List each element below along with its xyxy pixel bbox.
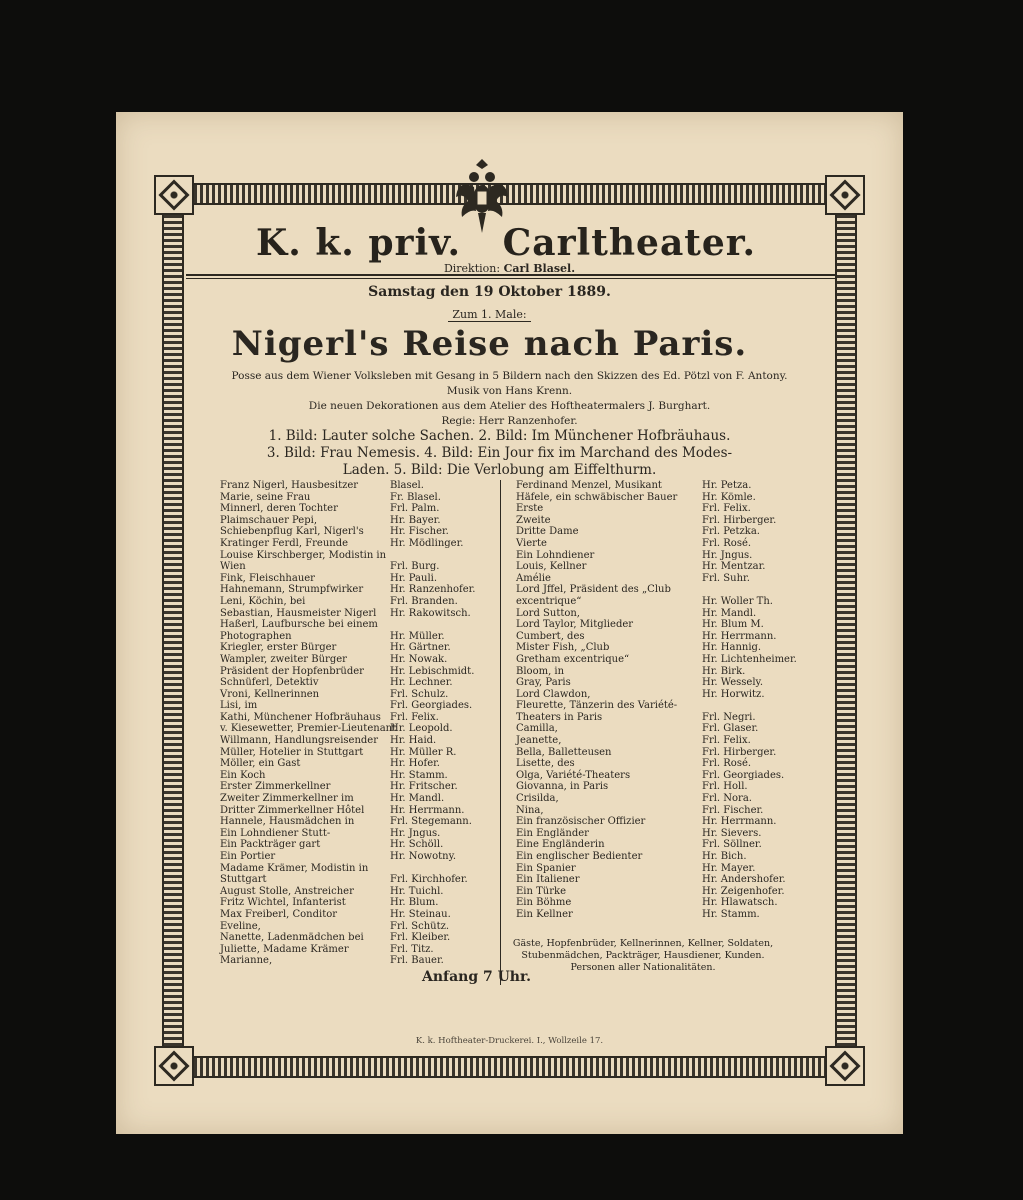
cast-row (516, 723, 796, 735)
actor-name: Hr. Sievers. (702, 827, 762, 839)
actor-name: Frl. Söllner. (702, 839, 762, 851)
cast-list-right (516, 480, 796, 921)
actor-name: Hr. Fischer. (390, 526, 449, 538)
role-name: Ferdinand Menzel, Musikant (516, 480, 662, 491)
corner-ornament (154, 175, 194, 215)
cast-row (220, 712, 495, 724)
actor-name: Frl. Hirberger. (702, 514, 777, 526)
actor-name: Hr. Jngus. (702, 549, 753, 561)
cast-row (220, 619, 495, 631)
role-name: Lord Taylor, Mitglieder (516, 619, 634, 631)
cast-row (516, 839, 796, 851)
actor-name: Hr. Müller R. (390, 746, 457, 758)
role-name: Ein englischer Bedienter (516, 851, 643, 862)
cast-row (220, 492, 495, 504)
role-name: Schnüferl, Detektiv (220, 677, 319, 689)
role-name: Ein Lohndiener (516, 549, 595, 561)
scenes-line-1: 1. Bild: Lauter solche Sachen. 2. Bild: Im Münchener Hofbräuhaus. (268, 428, 731, 444)
cast-row (220, 758, 495, 770)
actor-name: Frl. Negri. (702, 711, 756, 723)
double-eagle-crest-icon (454, 157, 510, 237)
scenes-line-3: Laden. 5. Bild: Die Verlobung am Eiffelthurm. (342, 462, 657, 478)
border-bottom (174, 1056, 845, 1078)
cast-row (220, 828, 495, 840)
corner-ornament (825, 1046, 865, 1086)
cast-row (220, 863, 495, 875)
cast-row (516, 781, 796, 793)
role-name: Lord Jffel, Präsident des „Club (516, 584, 671, 596)
cast-row (220, 608, 495, 620)
cast-row (220, 573, 495, 585)
cast-row (516, 654, 796, 666)
actor-name: Hr. Hofer. (390, 758, 440, 770)
role-name: Minnerl, deren Tochter (220, 503, 338, 515)
actor-name: Hr. Herrmann. (702, 630, 777, 642)
cast-row (220, 897, 495, 909)
cast-row (516, 689, 796, 701)
cast-row (516, 550, 796, 562)
actor-name: Frl. Holl. (702, 781, 748, 793)
cast-row (516, 619, 796, 631)
role-name: v. Kiesewetter, Premier-Lieutenant (220, 723, 397, 735)
actor-name: Frl. Branden. (390, 595, 458, 607)
start-time: Anfang 7 Uhr. (422, 969, 531, 985)
role-name: Präsident der Hopfenbrüder (220, 665, 364, 677)
role-name: Fink, Fleischhauer (220, 572, 315, 584)
actor-name: Hr. Herrmann. (702, 816, 777, 828)
subtitle-music: Musik von Hans Krenn. (446, 385, 573, 397)
actor-name: Frl. Felix. (390, 711, 439, 723)
role-name: Photographen (220, 630, 292, 642)
actor-name: Hr. Rakowitsch. (390, 607, 471, 619)
direction-label: Direktion: (443, 262, 501, 275)
cast-row (220, 642, 495, 654)
cast-row (220, 723, 495, 735)
role-name: Louis, Kellner (516, 561, 587, 573)
role-name: Gray, Paris (516, 677, 571, 689)
role-name: Bloom, in (516, 665, 565, 677)
cast-row (220, 538, 495, 550)
cast-row (516, 909, 796, 921)
role-name: Vroni, Kellnerinnen (220, 688, 320, 700)
cast-row (220, 677, 495, 689)
role-name: Hahnemann, Strumpfwirker (220, 584, 364, 596)
actor-name: Frl. Georgiades. (390, 700, 473, 712)
cast-row (516, 747, 796, 759)
performance-date: Samstag den 19 Oktober 1889. (368, 284, 611, 300)
actor-name: Hr. Kömle. (702, 491, 756, 503)
cast-row (516, 596, 796, 608)
actor-name: Hr. Mandl. (702, 607, 757, 619)
actor-name: Frl. Kirchhofer. (390, 874, 468, 886)
actor-name: Hr. Petza. (702, 480, 752, 491)
role-name: Leni, Köchin, bei (220, 595, 306, 607)
actor-name: Frl. Kleiber. (390, 932, 451, 944)
actor-name: Fr. Blasel. (390, 491, 441, 503)
actor-name: Frl. Bauer. (390, 955, 444, 967)
cast-row (516, 666, 796, 678)
cast-row (220, 944, 495, 956)
role-name: Juliette, Madame Krämer (220, 943, 349, 955)
actor-name: Hr. Steinau. (390, 908, 451, 920)
cast-row (516, 828, 796, 840)
cast-row (516, 584, 796, 596)
actor-name: Hr. Mödlinger. (390, 537, 464, 549)
actor-name: Frl. Petzka. (702, 526, 760, 538)
actor-name: Hr. Wessely. (702, 677, 764, 689)
role-name: Amélie (516, 572, 551, 584)
role-name: Fleurette, Tänzerin des Variété- (516, 700, 678, 712)
role-name: Theaters in Paris (516, 711, 603, 723)
cast-row (220, 584, 495, 596)
cast-row (220, 631, 495, 643)
actor-name: Hr. Fritscher. (390, 781, 458, 793)
actor-name: Frl. Felix. (702, 735, 751, 747)
cast-row (220, 955, 495, 967)
cast-row (516, 793, 796, 805)
role-name: Madame Krämer, Modistin in (220, 862, 369, 874)
role-name: Erster Zimmerkellner (220, 781, 331, 793)
cast-row (516, 515, 796, 527)
cast-row (220, 781, 495, 793)
cast-row (220, 839, 495, 851)
role-name: Ein Koch (220, 769, 266, 781)
role-name: excentrique“ (516, 595, 582, 607)
actor-name: Hr. Zeigenhofer. (702, 885, 785, 897)
cast-row (220, 851, 495, 863)
role-name: Ein Italiener (516, 874, 580, 886)
cast-row (516, 851, 796, 863)
role-name: Kratinger Ferdl, Freunde (220, 537, 349, 549)
role-name: Franz Nigerl, Hausbesitzer (220, 480, 359, 491)
actor-name: Frl. Stegemann. (390, 816, 472, 828)
role-name: Dritter Zimmerkellner Hôtel (220, 804, 365, 816)
scenes-line-2: 3. Bild: Frau Nemesis. 4. Bild: Ein Jour fix im Marchand des Modes- (266, 445, 733, 461)
cast-row (220, 689, 495, 701)
role-name: Erste (516, 503, 544, 515)
header-rule-thin (186, 278, 836, 279)
actor-name: Hr. Blum M. (702, 619, 764, 631)
actor-name: Frl. Titz. (390, 943, 434, 955)
actor-name: Hr. Schöll. (390, 839, 444, 851)
actor-name: Frl. Felix. (702, 503, 751, 515)
role-name: Lisette, des (516, 758, 575, 770)
theater-name-right: Carltheater. (502, 222, 756, 264)
actor-name: Hr. Hannig. (702, 642, 762, 654)
cast-row (516, 561, 796, 573)
actor-name: Hr. Mayer. (702, 862, 756, 874)
actor-name: Hr. Hlawatsch. (702, 897, 778, 909)
cast-row (516, 608, 796, 620)
role-name: Jeanette, (516, 735, 562, 747)
cast-row (516, 897, 796, 909)
cast-row (516, 503, 796, 515)
cast-row (516, 642, 796, 654)
actor-name: Hr. Birk. (702, 665, 746, 677)
actor-name: Frl. Schulz. (390, 688, 449, 700)
cast-row (220, 735, 495, 747)
role-name: Kriegler, erster Bürger (220, 642, 337, 654)
cast-row (220, 700, 495, 712)
role-name: Louise Kirschberger, Modistin in (220, 549, 387, 561)
actor-name: Hr. Haid. (390, 735, 437, 747)
actor-name: Hr. Lechner. (390, 677, 453, 689)
cast-row (516, 886, 796, 898)
role-name: Ein Böhme (516, 897, 572, 909)
cast-row (516, 770, 796, 782)
actor-name: Hr. Herrmann. (390, 804, 465, 816)
role-name: Ein Lohndiener Stutt- (220, 827, 331, 839)
cast-row (220, 747, 495, 759)
cast-row (220, 909, 495, 921)
cast-row (516, 631, 796, 643)
cast-row (220, 596, 495, 608)
corner-ornament (154, 1046, 194, 1086)
actor-name: Hr. Müller. (390, 630, 445, 642)
actor-name: Hr. Stamm. (702, 908, 760, 920)
role-name: Hannele, Hausmädchen in (220, 816, 355, 828)
cast-row (220, 666, 495, 678)
actor-name: Frl. Glaser. (702, 723, 759, 735)
role-name: Lisi, im (220, 700, 258, 712)
role-name: Nina, (516, 804, 544, 816)
role-name: Wampler, zweiter Bürger (220, 653, 347, 665)
role-name: Max Freiberl, Conditor (220, 908, 338, 920)
role-name: Plaimschauer Pepi, (220, 514, 317, 526)
role-name: Stuttgart (220, 874, 267, 886)
actor-name: Hr. Bich. (702, 851, 747, 862)
role-name: Willmann, Handlungsreisender (220, 735, 379, 747)
role-name: Kathi, Münchener Hofbräuhaus (220, 711, 381, 723)
header-rule (186, 274, 836, 276)
actor-name: Hr. Andershofer. (702, 874, 786, 886)
actor-name: Frl. Burg. (390, 561, 440, 573)
extras-note: Gäste, Hopfenbrüder, Kellnerinnen, Kellner, Soldaten, Stubenmädchen, Packträger, Hausdiener, Kunden. Personen aller Nationalitäten. (512, 938, 774, 973)
direction-name: Carl Blasel. (503, 262, 576, 275)
actor-name: Hr. Nowotny. (390, 851, 457, 862)
actor-name: Frl. Suhr. (702, 572, 750, 584)
cast-row (516, 816, 796, 828)
actor-name: Frl. Palm. (390, 503, 440, 515)
printer-credit: K. k. Hoftheater-Druckerei. I., Wollzeile 17. (415, 1036, 604, 1046)
cast-row (220, 805, 495, 817)
play-title: Nigerl's Reise nach Paris. (231, 324, 748, 364)
role-name: Lord Sutton, (516, 607, 580, 619)
subtitle-direction: Regie: Herr Ranzenhofer. (441, 415, 578, 427)
cast-row (220, 921, 495, 933)
cast-row (516, 758, 796, 770)
role-name: Ein Engländer (516, 827, 589, 839)
role-name: Häfele, ein schwäbischer Bauer (516, 491, 678, 503)
role-name: Gretham excentrique“ (516, 653, 630, 665)
actor-name: Hr. Nowak. (390, 653, 448, 665)
actor-name: Hr. Lichtenheimer. (702, 653, 797, 665)
role-name: Marianne, (220, 955, 273, 967)
actor-name: Frl. Rosé. (702, 758, 752, 770)
role-name: Müller, Hotelier in Stuttgart (220, 746, 364, 758)
actor-name: Hr. Stamm. (390, 769, 448, 781)
role-name: Wien (220, 561, 246, 573)
cast-row (220, 654, 495, 666)
actor-name: Frl. Georgiades. (702, 769, 785, 781)
actor-name: Hr. Tuichl. (390, 885, 444, 897)
role-name: Eveline, (220, 920, 261, 932)
actor-name: Hr. Leopold. (390, 723, 453, 735)
cast-row (516, 712, 796, 724)
cast-row (516, 735, 796, 747)
role-name: Ein Spanier (516, 862, 576, 874)
actor-name: Frl. Fischer. (702, 804, 764, 816)
cast-row (220, 515, 495, 527)
cast-row (516, 700, 796, 712)
cast-row (220, 480, 495, 492)
role-name: Fritz Wichtel, Infanterist (220, 897, 346, 909)
cast-row (220, 886, 495, 898)
actor-name: Hr. Mandl. (390, 793, 445, 805)
cast-row (516, 805, 796, 817)
role-name: Ein Türke (516, 885, 566, 897)
actor-name: Frl. Schütz. (390, 920, 450, 932)
column-divider (500, 480, 501, 985)
first-performance-note: Zum 1. Male: (96, 308, 883, 321)
cast-row (516, 874, 796, 886)
cast-row (220, 932, 495, 944)
role-name: Lord Clawdon, (516, 688, 591, 700)
actor-name: Hr. Bayer. (390, 514, 441, 526)
actor-name: Hr. Horwitz. (702, 688, 765, 700)
role-name: Nanette, Ladenmädchen bei (220, 932, 364, 944)
role-name: Camilla, (516, 723, 558, 735)
cast-row (220, 550, 495, 562)
cast-row (220, 526, 495, 538)
actor-name: Hr. Blum. (390, 897, 439, 909)
actor-name: Hr. Lebischmidt. (390, 665, 475, 677)
role-name: Mister Fish, „Club (516, 642, 610, 654)
corner-ornament (825, 175, 865, 215)
playbill-sheet (116, 112, 903, 1134)
actor-name: Blasel. (390, 480, 424, 491)
cast-row (220, 770, 495, 782)
cast-row (220, 816, 495, 828)
cast-row (516, 677, 796, 689)
role-name: Eine Engländerin (516, 839, 605, 851)
cast-row (220, 503, 495, 515)
role-name: August Stolle, Anstreicher (220, 885, 354, 897)
actor-name: Hr. Jngus. (390, 827, 441, 839)
role-name: Zweite (516, 514, 551, 526)
role-name: Ein Kellner (516, 908, 573, 920)
role-name: Ein französischer Offizier (516, 816, 646, 828)
cast-list-left (220, 480, 495, 967)
role-name: Giovanna, in Paris (516, 781, 609, 793)
cast-row (516, 492, 796, 504)
actor-name: Frl. Rosé. (702, 537, 752, 549)
actor-name: Hr. Ranzenhofer. (390, 584, 476, 596)
subtitle-decorations: Die neuen Dekorationen aus dem Atelier des Hoftheatermalers J. Burghart. (308, 400, 711, 412)
cast-row (516, 573, 796, 585)
role-name: Vierte (516, 537, 547, 549)
cast-row (220, 793, 495, 805)
role-name: Dritte Dame (516, 526, 579, 538)
role-name: Sebastian, Hausmeister Nigerl (220, 607, 377, 619)
actor-name: Hr. Gärtner. (390, 642, 451, 654)
role-name: Marie, seine Frau (220, 491, 311, 503)
role-name: Bella, Balletteusen (516, 746, 612, 758)
cast-row (516, 863, 796, 875)
cast-row (516, 480, 796, 492)
cast-row (220, 874, 495, 886)
cast-row (516, 526, 796, 538)
role-name: Haßerl, Laufbursche bei einem (220, 619, 378, 631)
actor-name: Hr. Mentzar. (702, 561, 766, 573)
role-name: Schiebenpflug Karl, Nigerl's (220, 526, 364, 538)
role-name: Ein Packträger gart (220, 839, 321, 851)
role-name: Cumbert, des (516, 630, 585, 642)
actor-name: Hr. Pauli. (390, 572, 438, 584)
role-name: Zweiter Zimmerkellner im (220, 793, 354, 805)
role-name: Ein Portier (220, 851, 276, 862)
actor-name: Hr. Woller Th. (702, 595, 773, 607)
subtitle-genre: Posse aus dem Wiener Volksleben mit Gesang in 5 Bildern nach den Skizzen des Ed. Pötzl von F. Antony. (231, 370, 788, 382)
role-name: Olga, Variété-Theaters (516, 769, 631, 781)
actor-name: Frl. Nora. (702, 793, 752, 805)
cast-row (516, 538, 796, 550)
role-name: Crisilda, (516, 793, 559, 805)
theater-name-left: K. k. priv. (256, 222, 462, 264)
role-name: Möller, ein Gast (220, 758, 301, 770)
actor-name: Frl. Hirberger. (702, 746, 777, 758)
cast-row (220, 561, 495, 573)
